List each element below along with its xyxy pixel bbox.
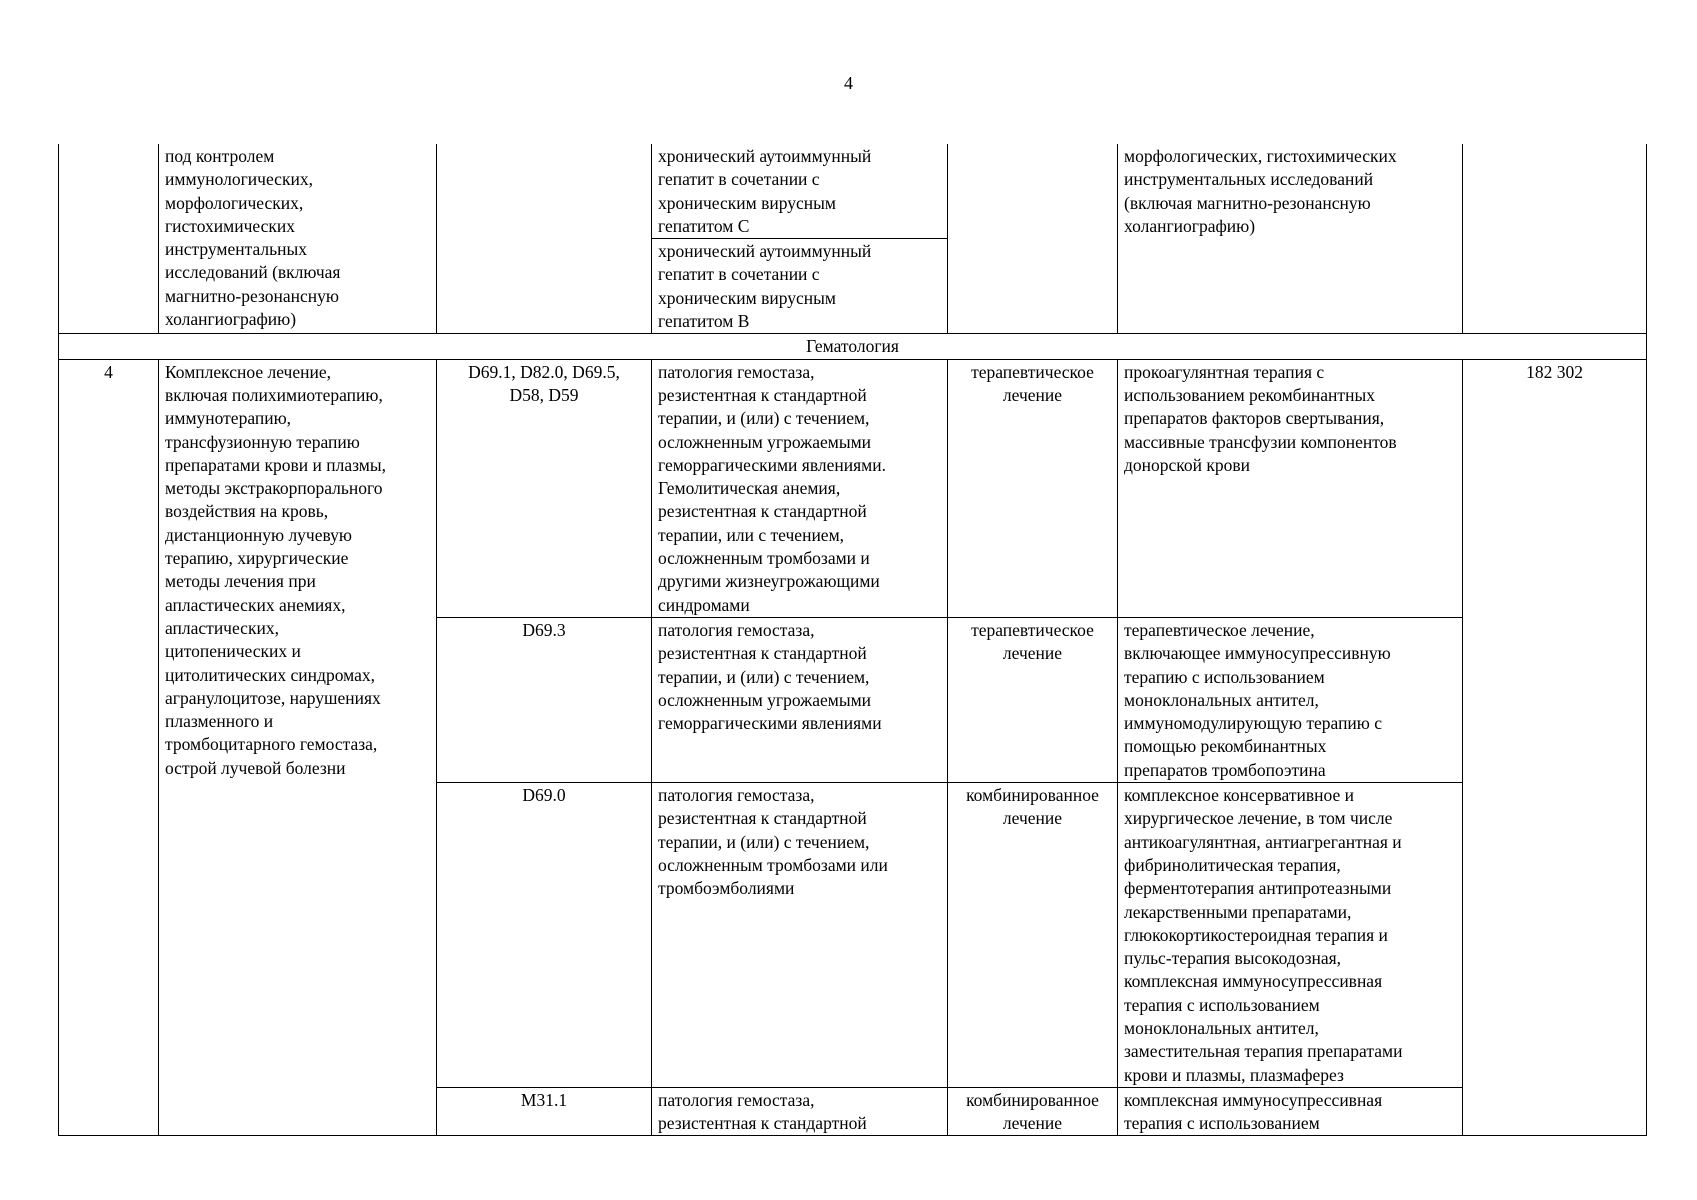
section-title: Гематология	[59, 334, 1647, 359]
model-cell: патология гемостаза, резистентная к стандартной терапии, и (или) с течением, осложненным угрожаемыми геморрагическими явлениями	[652, 617, 948, 782]
type-cell	[948, 144, 1118, 334]
cost-cell: 182 302	[1463, 359, 1647, 1136]
services-table	[58, 144, 1647, 1136]
model-cell: хронический аутоиммунный гепатит в сочетании с хроническим вирусным гепатитом С	[652, 144, 948, 239]
model-cell: патология гемостаза, резистентная к стандартной терапии, и (или) с течением, осложненным тромбозами или тромбоэмболиями	[652, 783, 948, 1088]
model-cell: патология гемостаза, резистентная к стандартной терапии, и (или) с течением, осложненным угрожаемыми геморрагическими явлениями. Гемолитическая анемия, резистентная к стандартной терапии, или с течением, осложненным тромбозами и другими жизнеугрожающими синдромами	[652, 359, 948, 617]
type-cell: комбинированное лечение	[948, 1087, 1118, 1136]
page-number: 4	[844, 73, 853, 93]
method-cell: морфологических, гистохимических инструментальных исследований (включая магнитно-резонансную холангиографию)	[1118, 144, 1463, 334]
method-cell: комплексная иммуносупрессивная терапия с использованием	[1118, 1087, 1463, 1136]
method-cell: прокоагулянтная терапия с использованием рекомбинантных препаратов факторов свертывания, массивные трансфузии компонентов донорской крови	[1118, 359, 1463, 617]
cost-cell	[1463, 144, 1647, 334]
codes-cell: D69.3	[437, 617, 652, 782]
codes-cell: M31.1	[437, 1087, 652, 1136]
number-cell	[59, 144, 159, 334]
table-row	[59, 144, 1647, 239]
table-row	[59, 359, 1647, 617]
method-cell: комплексное консервативное и хирургическое лечение, в том числе антикоагулянтная, антиагрегантная и фибринолитическая терапия, ферментотерапия антипротеазными лекарственными препаратами, глюкокортикостероидная терапия и пульс-терапия высокодозная, комплексная иммуносупрессивная терапия с использованием моноклональных антител, заместительная терапия препаратами крови и плазмы, плазмаферез	[1118, 783, 1463, 1088]
section-row	[59, 334, 1647, 359]
name-cell: под контролем иммунологических, морфологических, гистохимических инструментальных исследований (включая магнитно-резонансную холангиографию)	[159, 144, 437, 334]
model-cell: патология гемостаза, резистентная к стандартной	[652, 1087, 948, 1136]
codes-cell: D69.1, D82.0, D69.5, D58, D59	[437, 359, 652, 617]
codes-cell: D69.0	[437, 783, 652, 1088]
type-cell: терапевтическое лечение	[948, 617, 1118, 782]
model-cell: хронический аутоиммунный гепатит в сочетании с хроническим вирусным гепатитом В	[652, 239, 948, 334]
type-cell: терапевтическое лечение	[948, 359, 1118, 617]
type-cell: комбинированное лечение	[948, 783, 1118, 1088]
method-cell: терапевтическое лечение, включающее иммуносупрессивную терапию с использованием моноклональных антител, иммуномодулирующую терапию с помощью рекомбинантных препаратов тромбопоэтина	[1118, 617, 1463, 782]
number-cell: 4	[59, 359, 159, 1136]
codes-cell	[437, 144, 652, 334]
name-cell: Комплексное лечение, включая полихимиотерапию, иммунотерапию, трансфузионную терапию препаратами крови и плазмы, методы экстракорпорального воздействия на кровь, дистанционную лучевую терапию, хирургические методы лечения при апластических анемиях, апластических, цитопенических и цитолитических синдромах, агранулоцитозе, нарушениях плазменного и тромбоцитарного гемостаза, острой лучевой болезни	[159, 359, 437, 1136]
